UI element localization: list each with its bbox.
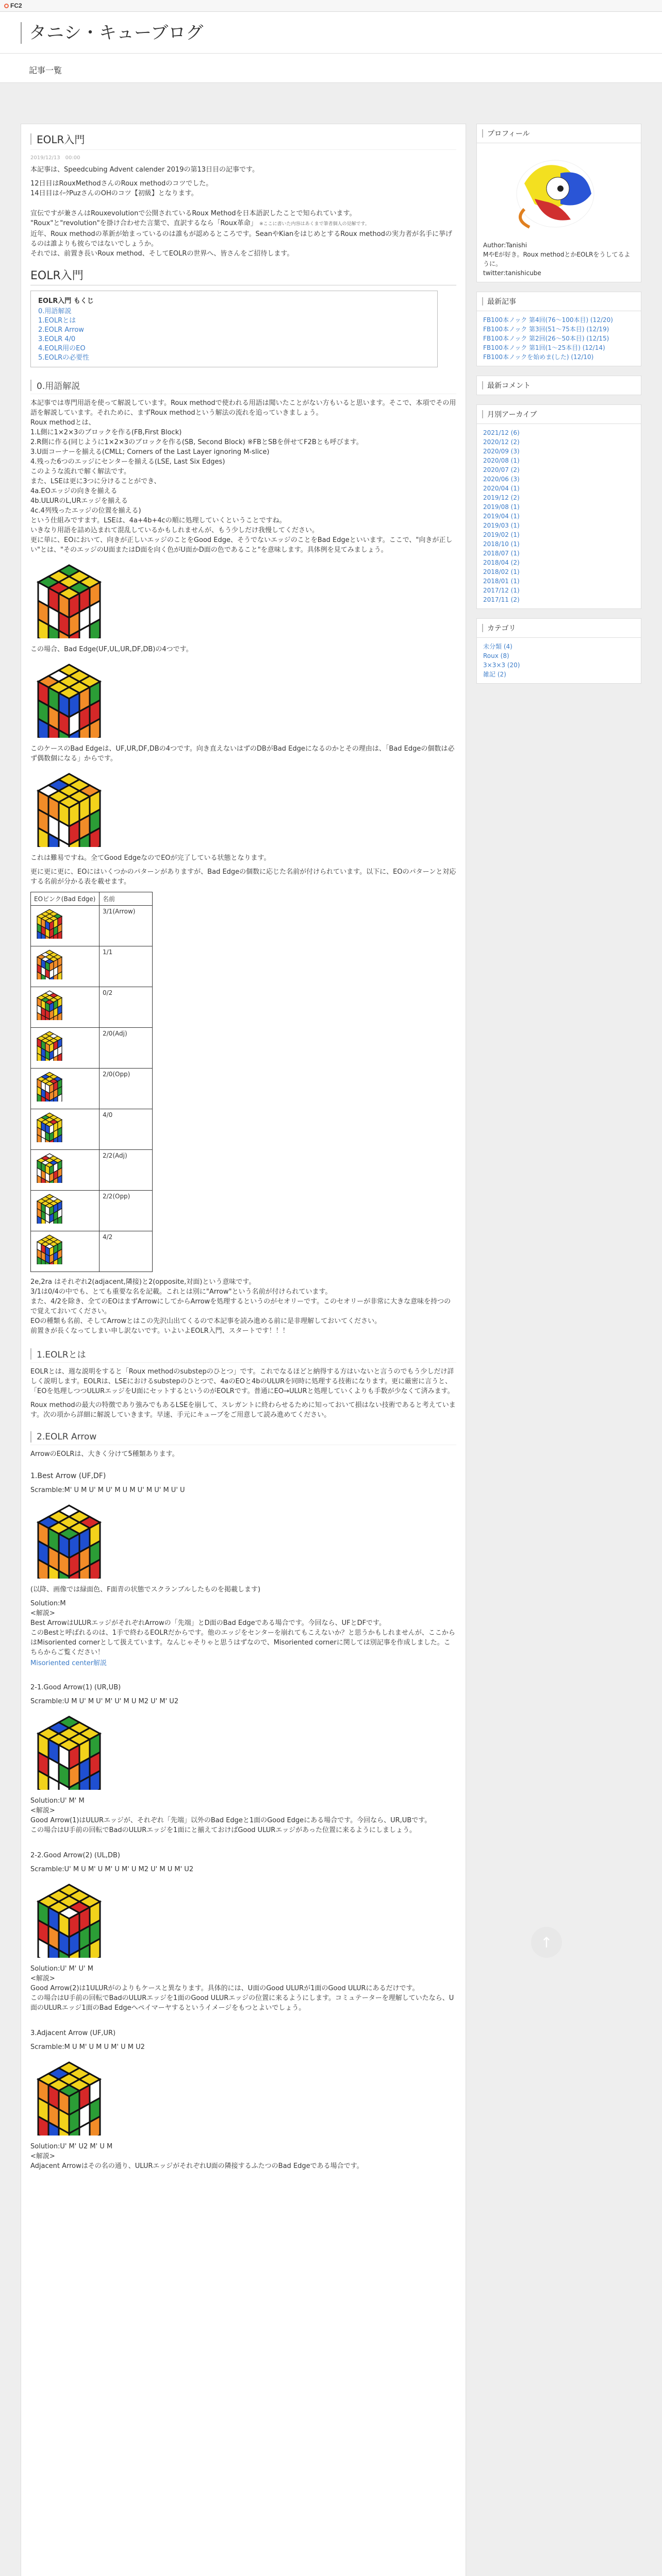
sidebar-link[interactable]: 2020/08 (1)	[483, 457, 520, 464]
comments-box	[476, 376, 641, 395]
sidebar-link[interactable]: 2019/08 (1)	[483, 503, 520, 511]
sidebar-link[interactable]: 2020/06 (3)	[483, 476, 520, 483]
sidebar-link[interactable]: 2019/03 (1)	[483, 522, 520, 529]
scramble: Scramble:U M U' M U' M' U' M U M2 U' M' U2	[30, 1698, 179, 1705]
after-table	[30, 1277, 456, 1336]
sidebar-link[interactable]: 2021/12 (6)	[483, 429, 520, 436]
cube-image	[30, 660, 108, 738]
paragraph: 2e,2ra はそれぞれ2(adjacent,隣接)と2(opposite,対面)という意味です。	[30, 1278, 256, 1286]
paragraph: 本記事では専門用語を使って解説しています。Roux methodで使われる用語は聞いたことがない方もいると思います。そこで、本項でその用語を解説しています。それために、まずRoux methodという解法の流れを追っていきましょう。	[30, 399, 456, 417]
cube-image	[30, 561, 108, 638]
paragraph: 3/1は0/4の中でも、とても重要な名を記載。これとは別に"Arrow"という名前が付けられています。	[30, 1288, 332, 1296]
eo-thumbnail	[34, 1071, 65, 1101]
fc2-logo-icon	[4, 4, 9, 8]
paragraph: 2.R側に作る(同じように1×2×3のブロックを作る(SB, Second Block) ※FBとSBを併せてF2Bとも呼びます。	[30, 438, 363, 446]
paragraph: 4a.EOエッジの向きを揃える	[30, 487, 118, 495]
table-cell: 4/0	[100, 1109, 153, 1150]
site-header	[0, 12, 662, 54]
scramble: Scramble:M U M' U M U M' U M U2	[30, 2043, 145, 2051]
sidebar-link[interactable]: 2018/10 (1)	[483, 540, 520, 548]
table-of-contents	[30, 291, 438, 367]
cube-image	[30, 1880, 108, 1958]
text: Good Arrow(1)はULURエッジが、それぞれ「先端」以外のBad Edgeと1面のGood Edgeにある場合です。今回なら、UR,UBです。	[30, 1817, 432, 1824]
table-row	[31, 1150, 153, 1191]
sidebar	[476, 124, 641, 693]
sub2-title: 2-1.Good Arrow(1) (UR,UB)	[30, 1684, 121, 1691]
archive-box	[476, 404, 641, 609]
sidebar-link[interactable]: 2020/07 (2)	[483, 466, 520, 473]
scramble: Scramble:U' M U M' U M' U M' U M2 U' M U M' U2	[30, 1866, 194, 1873]
sec1-title: 1.EOLRとは	[30, 1347, 456, 1363]
sec0-title: 0.用語解説	[30, 379, 456, 394]
paragraph: 更に単に、EOにおいて、向きが正しいエッジのことをGood Edge、そうでないエッジのことをBad Edgeといいます。ここで、"向きが正しい"とは、"そのエッジのU面またはD面を向く色がU面かD面の色であること"を意味します。具体例を見てみましょう。	[30, 536, 453, 554]
text: Adjacent Arrowはその名の通り、ULURエッジがそれぞれU面の隣接するふたつのBad Edgeである場合です。	[30, 2162, 363, 2170]
paragraph: 3.U面コーナーを揃える(CMLL; Corners of the Last Layer ignoring M-slice)	[30, 448, 270, 456]
sidebar-link[interactable]: 2017/11 (2)	[483, 596, 520, 603]
solution: Solution:M	[30, 1600, 66, 1607]
sec1-text: Roux methodの最大の特徴であり強みでもあるLSEを崩して、スレガントに終わらせるために知っておいて損はない技術であると考えています。次の項から詳細に解説していきます。早速、手元にキューブをご用意して読み進めてください。	[30, 1401, 456, 1419]
cube-image	[30, 1501, 108, 1579]
sec2-title: 2.EOLR Arrow	[30, 1431, 456, 1445]
table-cell: 2/0(Opp)	[100, 1069, 153, 1109]
sidebar-link[interactable]: FB100本ノック 第2回(26〜50本目) (12/15)	[483, 335, 609, 342]
sidebar-link[interactable]: 2018/07 (1)	[483, 550, 520, 557]
toc-item[interactable]: 5.EOLRの必要性	[38, 354, 90, 362]
eo-thumbnail	[34, 908, 65, 939]
comments-title: 最新コメント	[477, 376, 641, 395]
table-row	[31, 946, 153, 987]
table-cell: 2/2(Adj)	[100, 1150, 153, 1191]
table-cell: 3/1(Arrow)	[100, 906, 153, 946]
paragraph: という仕組みですます。LSEは、4a+4b+4cの順に処理していくということですね。	[30, 517, 286, 524]
paragraph: いきなり用語を詰め込まれて混乱しているかもしれませんが、もう少しだけ我慢してください。	[30, 527, 319, 534]
text: このBestと呼ばれるのは、1手で終わるEOLRだからです。他のエッジをセンターを崩れてもこえないか？と思うかもしれませんが、ここからはMisoriented cornerとして扱えています。なんじゃそりゃと思うはずなので、Misoriented cornerに関しては別記事を作成しました。こちらからご覧ください！	[30, 1629, 455, 1656]
category-box	[476, 618, 641, 684]
paragraph: 1.L側に1×2×3のブロックを作る(FB,First Block)	[30, 429, 182, 436]
fc2-logo[interactable]: FC2	[4, 2, 22, 9]
eo-thumbnail	[34, 1030, 65, 1061]
category-title: カテゴリ	[477, 619, 641, 638]
profile-desc: MやEが好き。Roux methodとかEOLRをうしてるように。	[483, 251, 631, 267]
small-note: ※ここに書いた内容はあくまで筆者個人の見解です。	[259, 222, 370, 227]
paragraph: また、4/2を除き、全てのEOはまずArrowにしてからArrowを処理するというのがセオリーです。このセオリーが非常に大きな意味を持つので覚えておいてください。	[30, 1298, 451, 1315]
sidebar-link[interactable]: 2020/12 (2)	[483, 438, 520, 446]
explain: <解説>	[30, 1975, 55, 1982]
intro-3: 14日目はｲｰｸPuzさんのOHのコツ【初級】となります。	[30, 190, 198, 197]
intro-6: "Roux"と"revolution"を掛け合わせた言葉で、直訳するなら「Roux革命」 ※ここに書いた内容はあくまで筆者個人の見解です。	[30, 219, 370, 227]
caption-2: このケースのBad Edgeは、UF,UR,DF,DBの4つです。向き直えないはずのDBがBad Edgeになるのかとその理由は、「Bad Edgeの個数は必ず偶数個になる」からです。	[30, 745, 455, 762]
caption-3: これは難易ですね。全てGood EdgeなのでEOが完了している状態となります。	[30, 854, 271, 862]
table-row	[31, 1028, 153, 1069]
recent-box	[476, 292, 641, 366]
explain: <解説>	[30, 2153, 55, 2160]
eo-thumbnail	[34, 989, 65, 1020]
table-header: 名前	[100, 892, 153, 906]
intro-8: それでは、前置き長いRoux method、そしてEOLRの世界へ、皆さんをご招待します。	[30, 250, 294, 258]
solution: Solution:U' M' M	[30, 1797, 85, 1805]
intro-1: 本記事は、Speedcubing Advent calender 2019の第13日目の記事です。	[30, 166, 259, 174]
table-row	[31, 1069, 153, 1109]
explain: <解説>	[30, 1807, 55, 1815]
sec0-body	[30, 398, 456, 555]
paragraph: 4b.ULURのL,URエッジを揃える	[30, 497, 128, 505]
text: この場合はU手前の回転でBadのULURエッジを1面にと揃えておけばGood ULURエッジがあった位置に来るようにしましょう。	[30, 1826, 416, 1834]
cube-image	[30, 1713, 108, 1790]
scroll-to-top-button[interactable]	[531, 1927, 562, 1958]
paragraph: Roux methodとは、	[30, 419, 95, 427]
sub4-title: 3.Adjacent Arrow (UF,UR)	[30, 2029, 116, 2037]
table-cell: 4/2	[100, 1231, 153, 1272]
sidebar-link[interactable]: 2019/04 (1)	[483, 513, 520, 520]
paragraph: 4c.4列残ったエッジの位置を揃える)	[30, 507, 141, 515]
cube-image	[30, 2058, 108, 2136]
sidebar-link[interactable]: FB100本ノック 第3回(51〜75本目) (12/19)	[483, 326, 609, 333]
sidebar-link[interactable]: 2017/12 (1)	[483, 587, 520, 594]
cube-image	[30, 770, 108, 847]
paragraph: また、LSEは更に3つに分けることができ、	[30, 478, 161, 485]
toc-item[interactable]: 2.EOLR Arrow	[38, 326, 84, 334]
paragraph: 前置きが長くなってしまい申し訳ないです。いよいよEOLR入門、スタートです！！！	[30, 1327, 289, 1335]
intro-2: 12日目はRouxMethodさんのRoux methodのコツでした。	[30, 180, 213, 188]
table-cell: 0/2	[100, 987, 153, 1028]
eo-thumbnail	[34, 948, 65, 979]
sidebar-link[interactable]: Roux (8)	[483, 652, 509, 659]
profile-twitter: twitter:tanishicube	[483, 269, 541, 277]
text: この場合はU手前の回転でBadのULURエッジを1面のGood ULURエッジの位置に来るようにします。コミュテーターを理解していたなら、U面のULURエッジ1面のBad Edgeへペイマーヤするというイメージをもつとよいでしょう。	[30, 1994, 454, 2012]
main-article	[21, 124, 466, 2576]
sidebar-link[interactable]: 2020/04 (1)	[483, 485, 520, 492]
eo-thumbnail	[34, 1111, 65, 1142]
intro-7: 近年、Roux methodの革新が始まっているのは誰もが認めるところです。SeanやKianをはじめとするRoux methodの実力者が名手に挙げるのは誰よりも彼らではないでしょうか。	[30, 230, 452, 248]
recent-title: 最新記事	[477, 292, 641, 311]
site-title[interactable]: タニシ・キューブログ	[21, 22, 203, 44]
toc-item[interactable]: 0.用語解説	[38, 308, 72, 315]
sidebar-link[interactable]: 2019/12 (2)	[483, 494, 520, 501]
paragraph: このような流れで解く解法です。	[30, 468, 130, 476]
sidebar-link[interactable]: 2019/02 (1)	[483, 531, 520, 538]
table-row	[31, 1109, 153, 1150]
article-title: EOLR入門	[30, 124, 456, 150]
sidebar-link[interactable]: 2018/04 (2)	[483, 559, 520, 566]
sidebar-link[interactable]: 未分類 (4)	[483, 643, 512, 650]
section-title: EOLR入門	[30, 267, 456, 285]
toc-item[interactable]: 4.EOLR用のEO	[38, 345, 86, 352]
caption-1: この場合、Bad Edge(UF,UL,UR,DF,DB)の4つです。	[30, 646, 193, 653]
caption-4: 更に更に更に、EOにはいくつかのパターンがありますが、Bad Edgeの個数に応じた名前が付けられています。以下に、EOのパターンと対応する名前が分かる表を載せます。	[30, 868, 456, 886]
arrow-up-icon: ↑	[540, 1934, 553, 1951]
sub3-title: 2-2.Good Arrow(2) (UL,DB)	[30, 1852, 120, 1859]
table-row	[31, 906, 153, 946]
toc-title: EOLR入門 もくじ	[38, 297, 94, 305]
table-header: EOピンク(Bad Edge)	[31, 892, 100, 906]
sec1-text: EOLRとは、週な説明をすると「Roux methodのsubstepのひとつ」です。これでなるほどと納得する方はいないと言うのでもう少しだけ詳しく説明します。EOLRは、LSEにおけるsubstepのひとつで、4aのEOと4bのULURを同時に処理する技術になります。更に厳密に言うと、「EOを処理しつつULURエッジをU面にセットするというのがEOLRです。普通にEO→ULURと処理していくよりも手数が少なくて済みます。	[30, 1368, 454, 1395]
sidebar-link[interactable]: 雑記 (2)	[483, 671, 506, 678]
table-cell: 1/1	[100, 946, 153, 987]
text: Best ArrowはULURエッジがそれぞれArrowの「先端」とD面のBad Edgeである場合です。今回なら、UFとDFです。	[30, 1619, 386, 1627]
table-row	[31, 1231, 153, 1272]
eo-thumbnail	[34, 1152, 65, 1183]
site-nav	[0, 54, 662, 83]
profile-title: プロフィール	[477, 124, 641, 143]
sidebar-link[interactable]: 3×3×3 (20)	[483, 662, 520, 669]
sec2-intro: ArrowのEOLRは、大きく分けて5種類あります。	[30, 1450, 179, 1458]
solution: Solution:U' M' U' M	[30, 1965, 93, 1973]
sub1-title: 1.Best Arrow (UF,DF)	[30, 1472, 106, 1480]
intro-5: 宣伝ですが兼さんはRouxevolutionで公開されているRoux Methodを日本語訳したことで知られています。	[30, 210, 356, 217]
solution: Solution:U' M' U2 M' U M	[30, 2143, 113, 2150]
fc2-toolbar	[0, 0, 662, 12]
paragraph: 4.残った6つのエッジにセンターを揃える(LSE, Last Six Edges)	[30, 458, 225, 466]
table-row	[31, 987, 153, 1028]
scramble: Scramble:M' U M U' M U' M U M U' M U' M U' U	[30, 1486, 185, 1494]
avatar	[504, 152, 607, 235]
table-cell: 2/0(Adj)	[100, 1028, 153, 1069]
sidebar-link[interactable]: 2018/02 (1)	[483, 568, 520, 575]
article-date: 2019/12/13 00:00	[30, 155, 80, 161]
toc-item[interactable]: 3.EOLR 4/0	[38, 335, 76, 343]
text: Good Arrow(2)は1ULURがのよりもケースと異なります。具体的には、U面のGood ULURが1面のGood ULURにあるだけです。	[30, 1985, 419, 1992]
note: (以降、画像では緑面色、F面青の状態でスクランブルしたものを掲載します)	[30, 1586, 261, 1594]
sidebar-link[interactable]: 2018/01 (1)	[483, 578, 520, 585]
paragraph: EOの種類も名前、そしてArrowとはこの先沢山出てくるので本記事を読み進める前に是非理解しておいてください。	[30, 1317, 382, 1325]
table-row	[31, 1191, 153, 1231]
nav-article-list[interactable]: 記事一覧	[29, 65, 62, 75]
eo-thumbnail	[34, 1193, 65, 1224]
profile-box	[476, 124, 641, 282]
toc-item[interactable]: 1.EOLRとは	[38, 317, 76, 325]
misoriented-link[interactable]: Misoriented center解説	[30, 1659, 107, 1667]
sidebar-link[interactable]: FB100本ノック 第4回(76〜100本目) (12/20)	[483, 316, 613, 324]
table-cell: 2/2(Opp)	[100, 1191, 153, 1231]
sidebar-link[interactable]: FB100本ノックを始めま(した) (12/10)	[483, 353, 594, 361]
sidebar-link[interactable]: FB100本ノック 第1回(1〜25本目) (12/14)	[483, 344, 605, 351]
eo-thumbnail	[34, 1233, 65, 1264]
archive-title: 月別アーカイブ	[477, 405, 641, 424]
eo-table	[30, 892, 153, 1272]
explain: <解説>	[30, 1609, 55, 1617]
sidebar-link[interactable]: 2020/09 (3)	[483, 448, 520, 455]
profile-author: Author:Tanishi	[483, 242, 527, 249]
